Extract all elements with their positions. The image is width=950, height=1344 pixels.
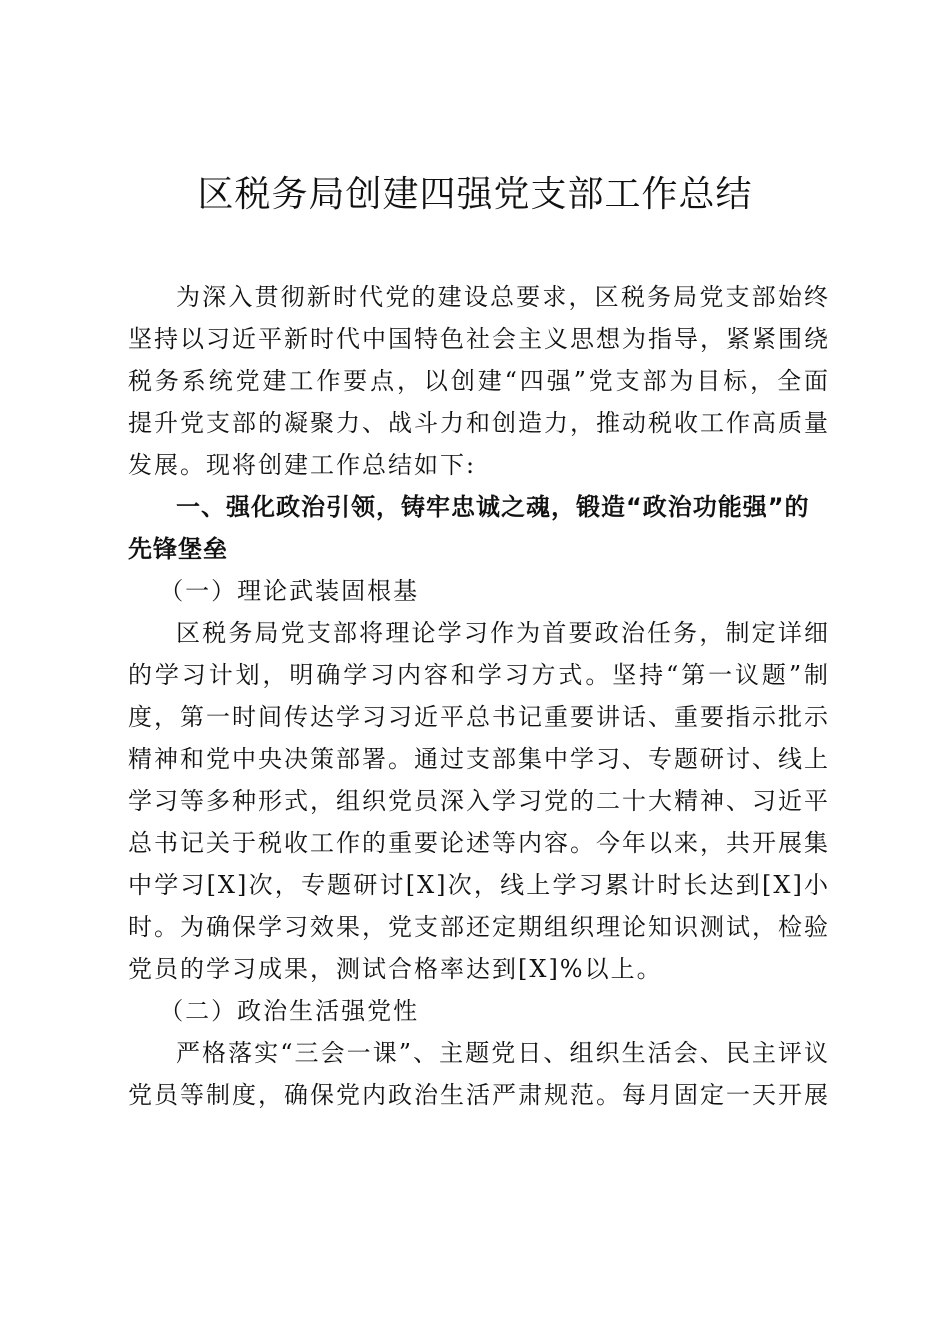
intro-paragraph: 为深入贯彻新时代党的建设总要求，区税务局党支部始终坚持以习近平新时代中国特色社会主义思想为指导，紧紧围绕税务系统党建工作要点，以创建“四强”党支部为目标，全面提升党支部的凝聚力、战斗力和创造力，推动税收工作高质量发展。现将创建工作总结如下: — [128, 283, 830, 479]
subsection-2-paragraph: 严格落实“三会一课”、主题党日、组织生活会、民主评议党员等制度，确保党内政治生活严肃规范。每月固定一天开展 — [128, 1039, 830, 1109]
document-title: 区税务局创建四强党支部工作总结 — [197, 174, 753, 215]
subsection-2-heading: （二）政治生活强党性 — [159, 997, 420, 1025]
subsection-1-paragraph: 区税务局党支部将理论学习作为首要政治任务，制定详细的学习计划，明确学习内容和学习方式。坚持“第一议题”制度，第一时间传达学习习近平总书记重要讲话、重要指示批示精神和党中央决策部署。通过支部集中学习、专题研讨、线上学习等多种形式，组织党员深入学习党的二十大精神、习近平总书记关于税收工作的重要论述等内容。今年以来，共开展集中学习[X]次，专题研讨[X]次，线上学习累计时长达到[X]小时。为确保学习效果，党支部还定期组织理论知识测试，检验党员的学习成果，测试合格率达到[X]%以上。 — [128, 619, 830, 983]
section-1-heading: 一、强化政治引领，铸牢忠诚之魂，锻造“政治功能强”的先锋堡垒 — [128, 493, 810, 563]
document-body — [128, 276, 830, 1116]
subsection-1-heading: （一）理论武装固根基 — [159, 577, 420, 605]
